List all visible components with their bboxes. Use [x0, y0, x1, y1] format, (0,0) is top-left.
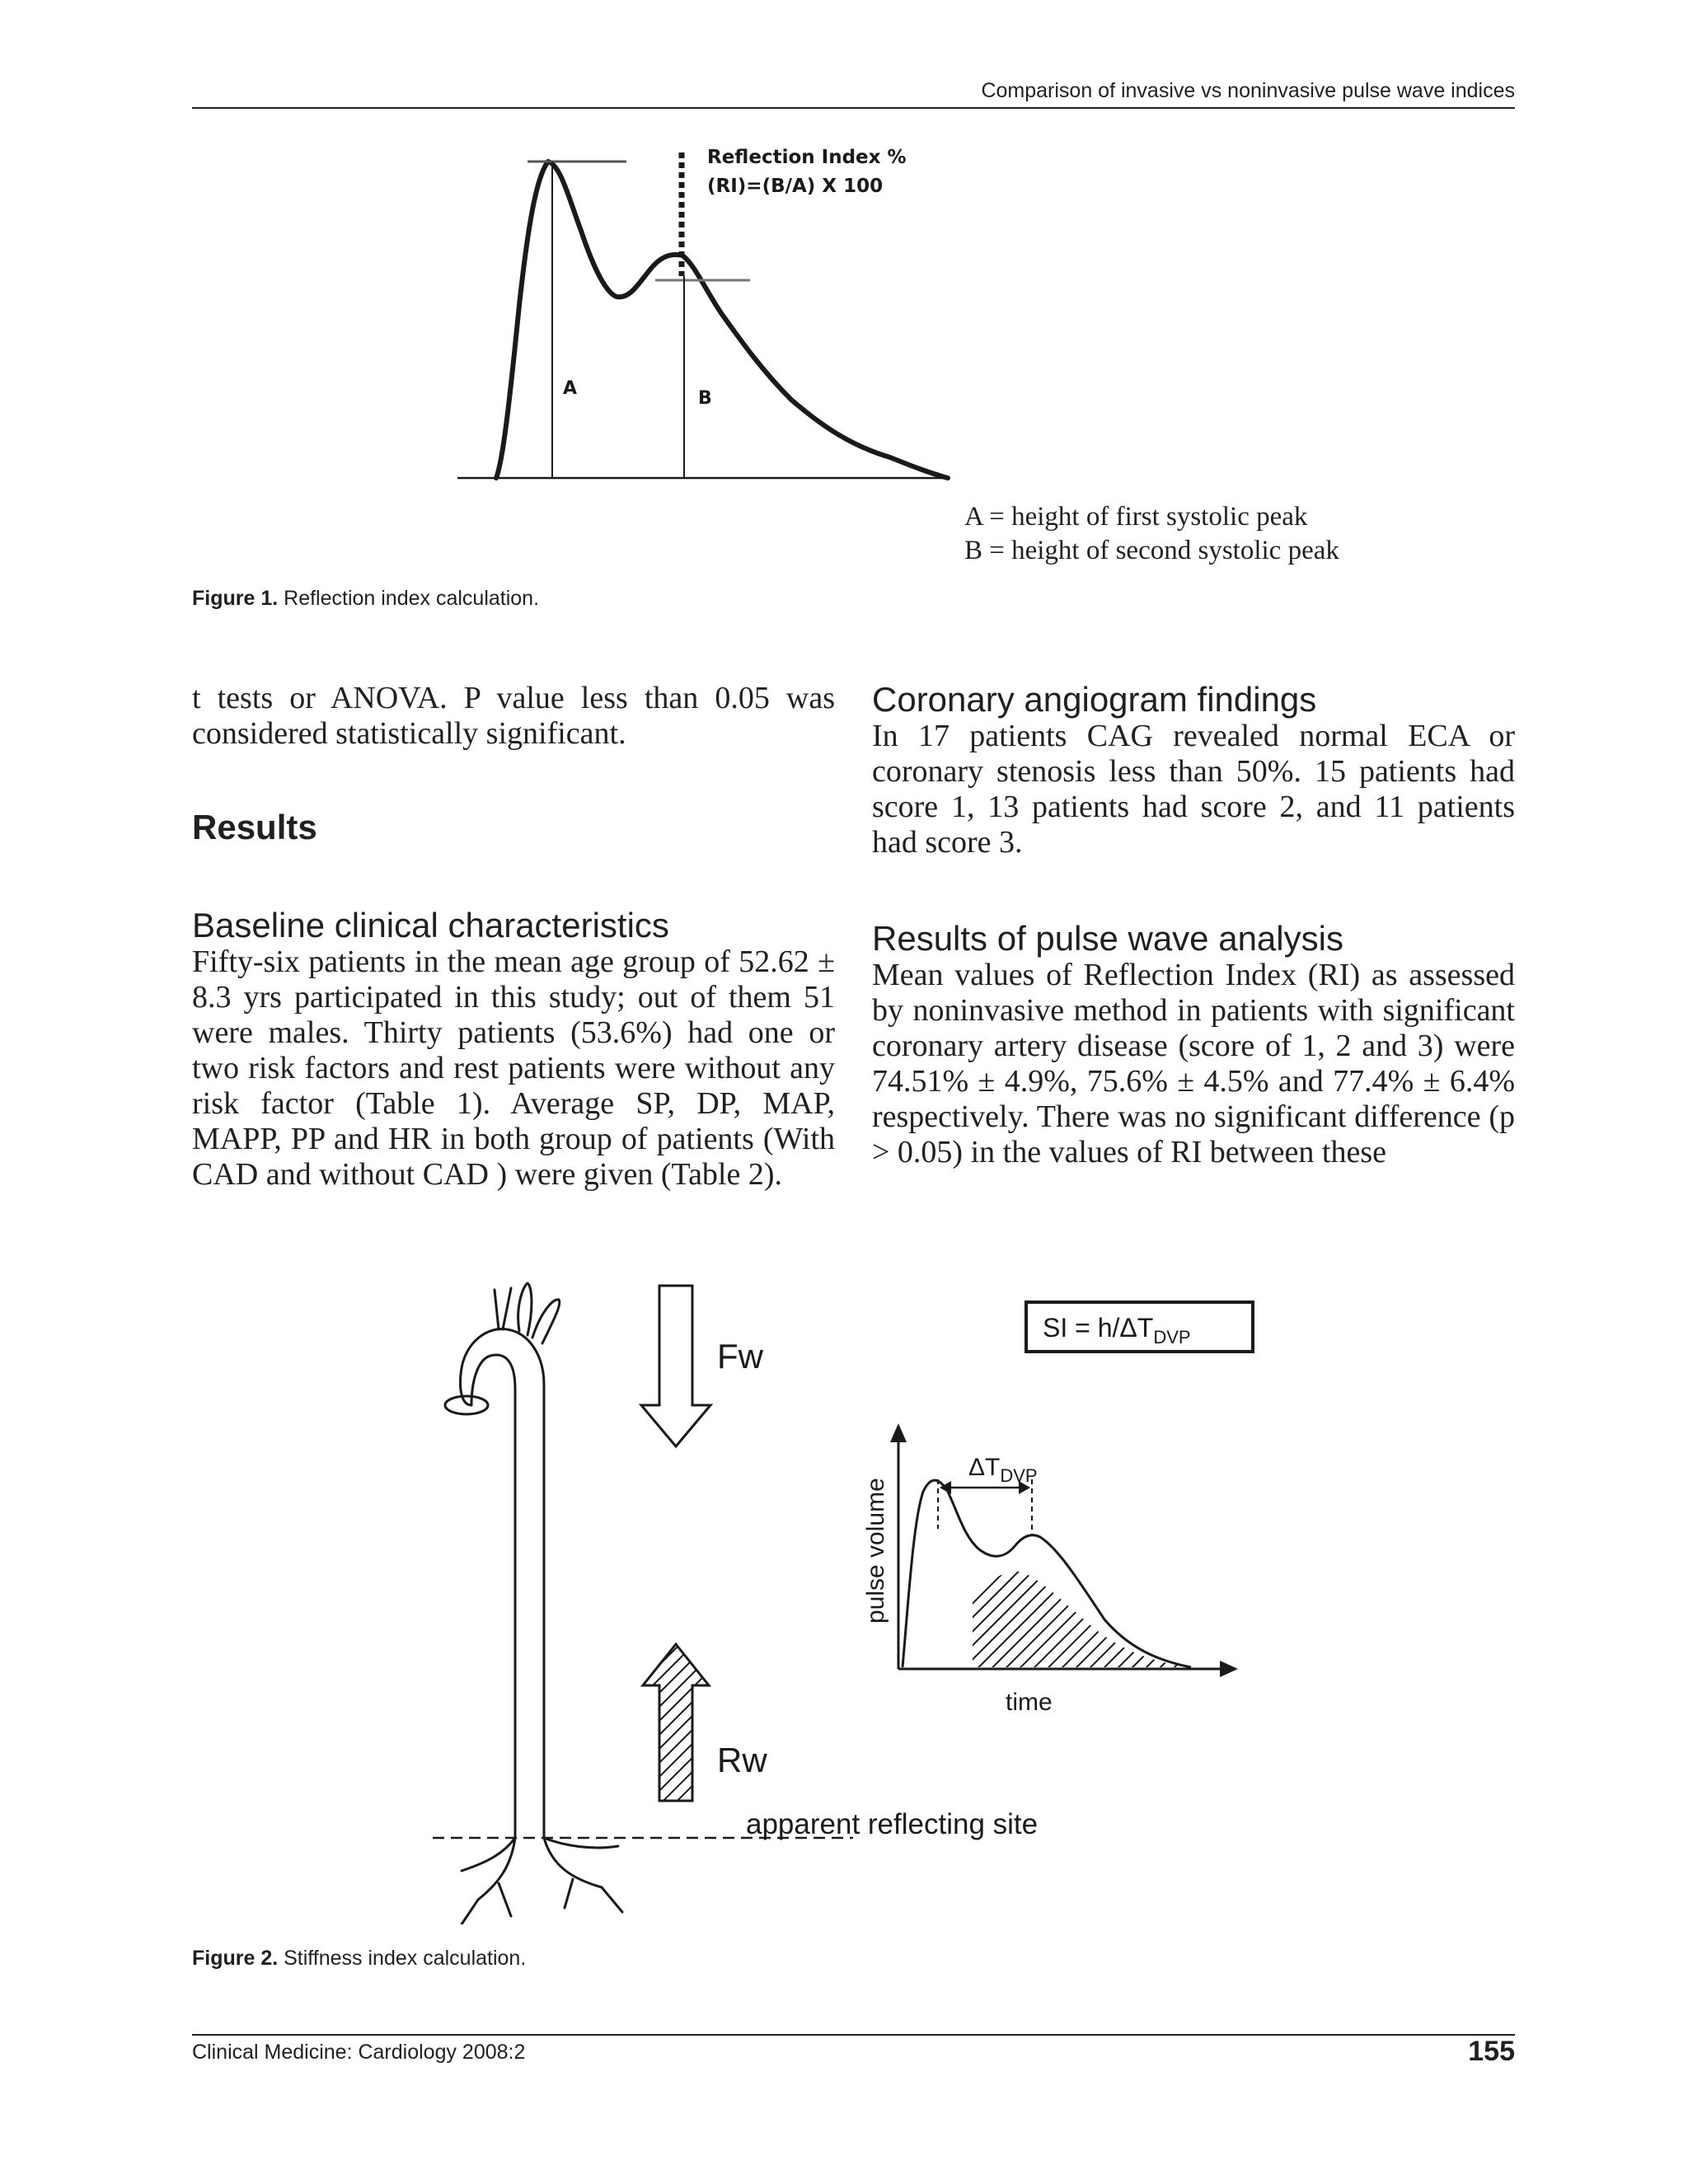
label-a: A [563, 378, 578, 399]
figure-1-legend [964, 500, 1339, 568]
forward-wave-arrow [641, 1286, 710, 1446]
formula-line-2: (RI)=(B/A) X 100 [707, 176, 884, 197]
delta-t-label: $\Delta T_{DVP}$ [968, 1454, 1038, 1486]
angiogram-paragraph: In 17 patients CAG revealed normal ECA or coronary stenosis less than 50%. 15 patients had score 1, 13 patients had score 2, and 11 patients had score 3. [872, 719, 1515, 860]
label-b: B [698, 388, 712, 409]
x-axis-label: time [1006, 1689, 1053, 1716]
reflecting-site-label: apparent reflecting site [746, 1808, 1039, 1840]
figure-1-caption-label: Figure 1. [192, 587, 279, 610]
pulse-wave-heading: Results of pulse wave analysis [872, 919, 1343, 958]
header-rule [192, 107, 1515, 109]
y-axis-label: pulse volume [862, 1478, 889, 1624]
left-column [192, 681, 835, 1193]
figure-1-caption-text: Reflection index calculation. [278, 587, 540, 610]
y-axis-arrowhead [890, 1423, 907, 1442]
journal-citation: Clinical Medicine: Cardiology 2008:2 [192, 2041, 526, 2064]
figure-1-reflection-index-diagram [445, 132, 973, 494]
baseline-heading: Baseline clinical characteristics [192, 906, 669, 944]
figure-2-caption [192, 1947, 526, 1971]
fw-label: Fw [717, 1337, 763, 1376]
pulse-wave-paragraph: Mean values of Reflection Index (RI) as assessed by noninvasive method in patients with significant coronary artery disease (score of 1, 2 and 3) were 74.51% ± 4.9%, 75.6% ± 4.5% and 77.4% ± 6.4% respectively. There was no significant difference (p > 0.05) in the values of RI between these [872, 958, 1515, 1169]
formula-line-1: Reflection Index % [707, 147, 907, 168]
right-column [872, 681, 1515, 1170]
x-axis-arrowhead [1220, 1661, 1238, 1677]
pulse-waveform [496, 162, 948, 478]
paragraph-continued: t tests or ANOVA. P value less than 0.05 was considered statistically significant. [192, 681, 835, 751]
baseline-paragraph: Fifty-six patients in the mean age group of 52.62 ± 8.3 yrs participated in this study; out of them 51 were males. Thirty patients (53.6%) had one or two risk factors and rest patients were without any risk factor (Table 1). Average SP, DP, MAP, MAPP, PP and HR in both group of patients (With CAD and without CAD ) were given (Table 2). [192, 944, 835, 1192]
reflected-wave-arrow [643, 1644, 709, 1801]
page-number: 155 [1468, 2036, 1515, 2067]
figure-2-stiffness-index-diagram [420, 1273, 1286, 1924]
figure-2-caption-label: Figure 2. [192, 1947, 279, 1970]
figure-1-caption [192, 587, 539, 611]
angiogram-heading: Coronary angiogram findings [872, 680, 1317, 719]
rw-label: Rw [717, 1741, 767, 1779]
running-head: Comparison of invasive vs noninvasive pulse wave indices [981, 79, 1515, 102]
legend-b: B = height of second systolic peak [964, 536, 1339, 565]
results-heading: Results [192, 808, 317, 846]
legend-a: A = height of first systolic peak [964, 502, 1308, 532]
si-formula: SI = $h/\Delta T_{DVP}$ [1043, 1313, 1191, 1347]
footer-rule [192, 2034, 1515, 2036]
figure-2-caption-text: Stiffness index calculation. [278, 1947, 527, 1970]
pulse-volume-graph [862, 1423, 1238, 1716]
aorta-illustration [445, 1283, 622, 1924]
